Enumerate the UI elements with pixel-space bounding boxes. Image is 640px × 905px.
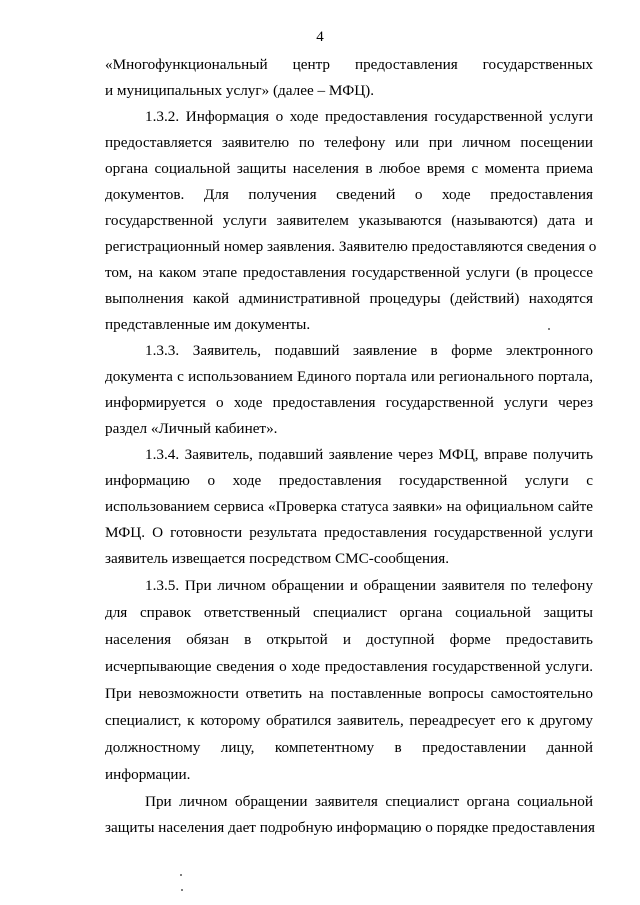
text-line: 1.3.2. Информация о ходе предоставления государственной услуги	[145, 108, 593, 125]
text-line: использованием сервиса «Проверка статуса заявки» на официальном сайте	[105, 498, 593, 515]
text-line: информации.	[105, 766, 191, 783]
page-number: 4	[316, 29, 324, 45]
text-line: государственной услуги заявителем указываются (называются) дата и	[105, 212, 593, 229]
text-line: 1.3.3. Заявитель, подавший заявление в форме электронного	[145, 342, 593, 359]
scan-speck	[548, 328, 550, 330]
text-line: населения обязан в открытой и доступной форме предоставить	[105, 631, 593, 648]
text-line: 1.3.5. При личном обращении и обращении заявителя по телефону	[145, 577, 593, 594]
text-line: «Многофункциональный центр предоставления государственных	[105, 56, 593, 73]
text-line: раздел «Личный кабинет».	[105, 420, 278, 437]
text-line: заявитель извещается посредством СМС-сообщения.	[105, 550, 449, 567]
scan-speck	[181, 889, 183, 891]
text-line: При невозможности ответить на поставленные вопросы самостоятельно	[105, 685, 593, 702]
text-line: специалист, к которому обратился заявитель, переадресует его к другому	[105, 712, 593, 729]
text-line: для справок ответственный специалист органа социальной защиты	[105, 604, 593, 621]
text-line: 1.3.4. Заявитель, подавший заявление через МФЦ, вправе получить	[145, 446, 593, 463]
text-line: документов. Для получения сведений о ходе предоставления	[105, 186, 593, 203]
text-line: регистрационный номер заявления. Заявителю предоставляются сведения о	[105, 238, 597, 255]
text-line: выполнения какой административной процедуры (действий) находятся	[105, 290, 593, 307]
text-line: При личном обращении заявителя специалист органа социальной	[145, 793, 593, 810]
text-line: и муниципальных услуг» (далее – МФЦ).	[105, 82, 375, 99]
text-line: документа с использованием Единого портала или регионального портала,	[105, 368, 593, 385]
text-line: органа социальной защиты населения в любое время с момента приема	[105, 160, 593, 177]
text-line: МФЦ. О готовности результата предоставления государственной услуги	[105, 524, 593, 541]
text-line: представленные им документы.	[105, 316, 311, 333]
text-line: должностному лицу, компетентному в предоставлении данной	[105, 739, 593, 756]
text-line: предоставляется заявителю по телефону или при личном посещении	[105, 134, 593, 151]
text-line: том, на каком этапе предоставления государственной услуги (в процессе	[105, 264, 593, 281]
text-line: исчерпывающие сведения о ходе предоставления государственной услуги.	[105, 658, 593, 675]
text-line: защиты населения дает подробную информацию о порядке предоставления	[105, 819, 595, 836]
text-line: информацию о ходе предоставления государственной услуги с	[105, 472, 593, 489]
scan-speck	[180, 874, 182, 876]
text-line: информируется о ходе предоставления государственной услуги через	[105, 394, 593, 411]
